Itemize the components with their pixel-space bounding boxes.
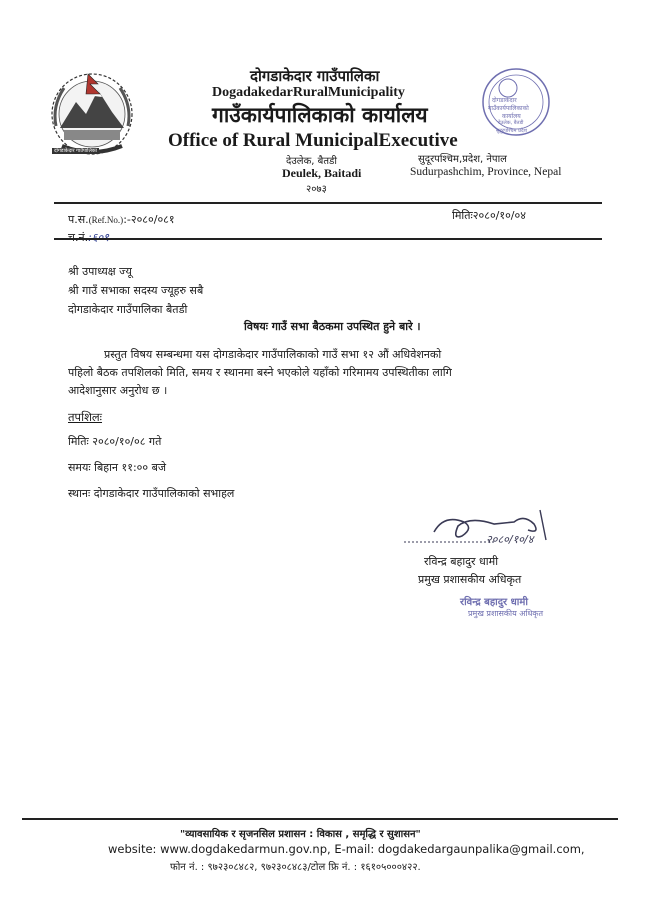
details-heading: तपशिलः (68, 410, 103, 424)
address-np: देउलेक, बैतडी (286, 156, 337, 167)
reference-number (68, 212, 175, 227)
office-stamp (476, 66, 558, 146)
header-divider (54, 202, 602, 204)
province-np: सुदूरपश्चिम,प्रदेश, नेपाल (418, 154, 507, 165)
footer-phone: फोन नं. : ९७२३०८४८२, ९७२३०८४८३/टोल फ्रि नं. : १६१०५०००४२२. (170, 862, 421, 873)
stamp-line-3: कार्यालय (502, 113, 521, 120)
subject-line: विषयः गाउँ सभा बैठकमा उपस्थित हुने बारे । (244, 320, 421, 333)
body-line: आदेशानुसार अनुरोध छ । (68, 384, 168, 397)
address-en: Deulek, Baitadi (282, 166, 362, 180)
emblem-caption: दोगडाकेदार गाउँपालिका (54, 148, 97, 154)
stamp-line-4: देउलेक, बैतडी (498, 120, 524, 126)
ref-value: :-२०८०/०८१ (123, 213, 175, 226)
date-label: मितिः (452, 209, 473, 222)
letter-date (452, 208, 526, 223)
stamp-line-1: दोगडाकेदार (492, 97, 517, 104)
meeting-date: मितिः २०८०/१०/०८ गते (68, 435, 162, 448)
signatory-title: प्रमुख प्रशासकीय अधिकृत (418, 573, 522, 586)
office-name-en: Office of Rural MunicipalExecutive (168, 130, 458, 151)
municipality-name-en: DogadakedarRuralMunicipality (212, 85, 405, 100)
footer-contact: website: www.dogdakedarmun.gov.np, E-mail: dogdakedargaunpalika@gmail.com, (108, 842, 585, 856)
recipient-line: दोगडाकेदार गाउँपालिका बैतडी (68, 303, 188, 316)
signatory-name: रविन्द्र बहादुर धामी (424, 555, 499, 568)
recipient-line: श्री गाउँ सभाका सदस्य ज्यूहरु सबै (68, 284, 204, 297)
recipient-line: श्री उपाध्यक्ष ज्यू (68, 265, 132, 278)
signatory-seal-name: रविन्द्र बहादुर धामी (460, 597, 528, 608)
footer-slogan: "व्यावसायिक र सृजनसिल प्रशासन : विकास , समृद्धि र सुशासन" (180, 829, 421, 840)
meeting-time: समयः बिहान ११:०० बजे (68, 461, 167, 474)
footer-divider (22, 818, 618, 820)
office-name-np: गाउँकार्यपालिकाको कार्यालय (212, 103, 428, 127)
stamp-line-2: गाउँकार्यपालिकाको (488, 105, 529, 112)
meeting-place: स्थानः दोगडाकेदार गाउँपालिकाको सभाहल (68, 487, 235, 500)
signature-date: २०८०/१०/४ (486, 533, 534, 546)
stamp-line-5: सुदूरपश्चिम प्रदेश (496, 128, 527, 134)
established-year: २०७३ (306, 184, 327, 195)
ref-label: प.स. (68, 213, 89, 226)
body-line: पहिलो बैठक तपशिलको मिति, समय र स्थानमा बस्ने भएकोले यहाँको गरिमामय उपस्थितीका लागि (68, 366, 452, 379)
handwritten-signature (404, 500, 564, 550)
ref-label-en: (Ref.No.) (88, 215, 124, 225)
municipality-name-np: दोगडाकेदार गाउँपालिका (250, 67, 380, 85)
body-line: प्रस्तुत विषय सम्बन्धमा यस दोगडाकेदार गाउँपालिकाको गाउँ सभा १२ औं अधिवेशनको (104, 348, 442, 361)
signatory-seal-title: प्रमुख प्रशासकीय अधिकृत (468, 609, 544, 618)
province-en: Sudurpashchim, Province, Nepal (410, 166, 562, 178)
ref-divider (54, 238, 602, 240)
date-value: २०८०/१०/०४ (472, 209, 526, 222)
